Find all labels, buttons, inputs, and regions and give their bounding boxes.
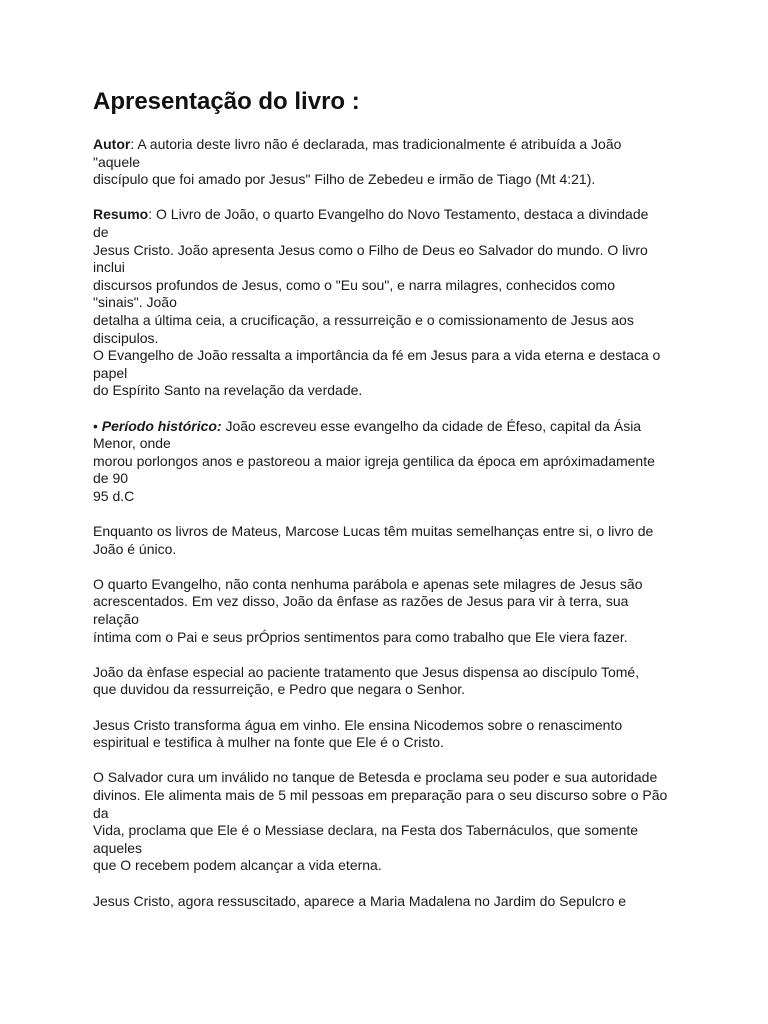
page-title: Apresentação do livro : — [93, 88, 360, 115]
paragraph: João da ènfase especial ao paciente tratamento que Jesus dispensa ao discípulo Tomé, que duvidou da ressurreição, e Pedro que negara o Senhor. — [93, 663, 640, 698]
paragraph: O quarto Evangelho, não conta nenhuma parábola e apenas sete milagres de Jesus são acrescentados. Em vez disso, João da ênfase as razões de Jesus para vir à terra, sua relação íntima com o Pai e seus prÓprios sentimentos para como trabalho que Ele viera fazer. — [93, 575, 643, 645]
paragraph-resumo — [93, 206, 693, 400]
autor-label: Autor — [93, 136, 131, 152]
autor-text: : A autoria deste livro não é declarada, mas tradicionalmente é atribuída a João "aquele discípulo que foi amado por Jesus" Filho de Zebedeu e irmão de Tiago (Mt 4:21). — [93, 136, 622, 188]
paragraph: Jesus Cristo, agora ressuscitado, aparece a Maria Madalena no Jardim do Sepulcro e — [93, 892, 627, 909]
resumo-label: Resumo — [93, 206, 149, 223]
paragraph: Enquanto os livros de Mateus, Marcose Lucas têm muitas semelhanças entre si, o livro de João é único. — [93, 523, 654, 557]
periodo-label: Período histórico: — [101, 417, 222, 434]
paragraph: O Salvador cura um inválido no tanque de Betesda e proclama seu poder e sua autoridade divinos. Ele alimenta mais de 5 mil pessoas em preparação para o seu discurso sobre o Pão da Vida, proclama que Ele é o Messiase declara, na Festa dos Tabernáculos, que somente aqueles que O recebem podem alcançar a vida eterna. — [93, 769, 668, 874]
paragraph-autor — [93, 136, 693, 189]
periodo-text: João escreveu esse evangelho da cidade de Éfeso, capital da Ásia Menor, onde morou porlongos anos e pastoreou a maior igreja gentilica da época em apróximadamente de 90 95 d.C — [93, 417, 655, 504]
paragraph-periodo — [93, 418, 693, 506]
bullet: • — [93, 417, 102, 434]
document-body — [93, 88, 693, 928]
resumo-text: : O Livro de João, o quarto Evangelho do Novo Testamento, destaca a divindade de Jesus Cristo. João apresenta Jesus como o Filho de Deus eo Salvador do mundo. O livro inclui discursos profundos de Jesus, como o "Eu sou", e narra milagres, conhecidos como "sinais". João detalha a última ceia, a crucificação, a ressurreição e o comissionamento de Jesus aos discipulos. O Evangelho de João ressalta a importância da fé em Jesus para a vida eterna e destaca o papel do Espírito Santo na revelação da verdade. — [93, 206, 661, 399]
paragraph: Jesus Cristo transforma água em vinho. Ele ensina Nicodemos sobre o renascimento espiritual e testifica à mulher na fonte que Ele é o Cristo. — [93, 716, 623, 751]
